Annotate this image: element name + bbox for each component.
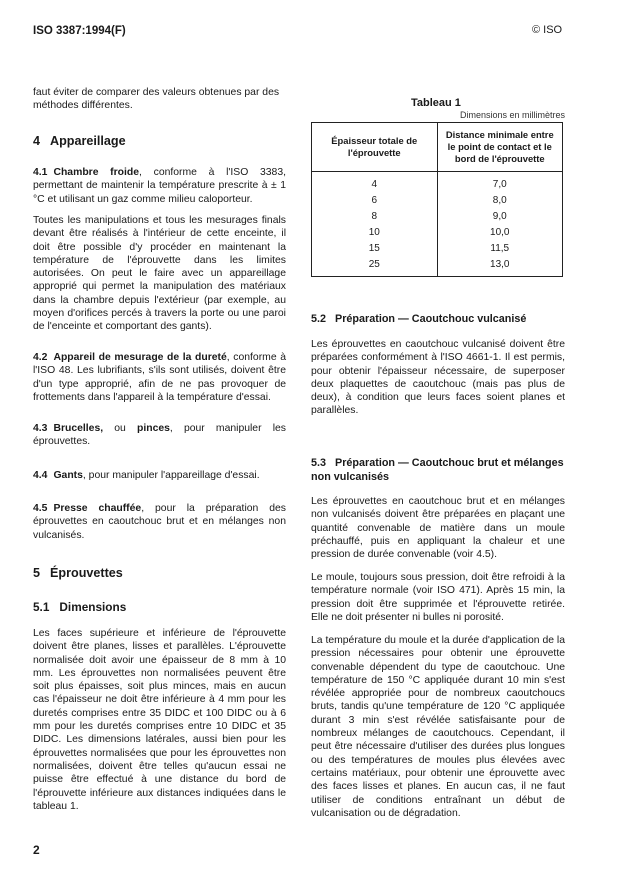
section-number: 5.2 xyxy=(311,313,327,325)
column-header-thickness: Épaisseur totale de l'éprouvette xyxy=(312,123,438,172)
table-row xyxy=(312,172,563,194)
cell-thickness: 6 xyxy=(371,195,378,206)
clause-4-4 xyxy=(33,469,286,482)
table-row xyxy=(312,225,563,241)
cell-distance: 11,5 xyxy=(437,241,563,257)
clause-term: Gants xyxy=(53,470,83,481)
clause-number: 4.3 xyxy=(33,423,48,434)
clause-term: Appareil de mesurage de la dureté xyxy=(53,352,227,363)
section-5-1-paragraph xyxy=(33,627,286,813)
clause-4-1 xyxy=(33,166,286,206)
table-1 xyxy=(311,122,563,277)
cell-distance: 10,0 xyxy=(437,225,563,241)
cell-distance: 8,0 xyxy=(437,193,563,209)
paragraph-text: Les éprouvettes en caoutchouc vulcanisé doivent être préparées conformément à l'ISO 4661-1. Il est permis, pour obtenir l'épaisseur nécessaire, de superposer deux plaquettes de caoutchouc (mais pas plus de deux), à condition que leurs faces soient planes et parallèles. xyxy=(311,339,565,417)
section-5-3-paragraph-3 xyxy=(311,634,565,820)
clause-text: , conforme à l'ISO 48. Les lubrifiants, s'ils sont utilisés, doivent être d'un type approprié, afin de ne pas provoquer de frottements dans l'appareil à la température d'essai. xyxy=(33,352,286,403)
table-header-row xyxy=(312,123,563,172)
table-row xyxy=(312,209,563,225)
table-title: Tableau 1 xyxy=(411,97,461,109)
clause-4-2 xyxy=(33,351,286,404)
section-5-2-heading xyxy=(311,313,526,327)
cell-distance: 9,0 xyxy=(437,209,563,225)
table-row xyxy=(312,257,563,277)
cell-distance: 7,0 xyxy=(437,172,563,194)
cell-thickness: 10 xyxy=(368,227,380,238)
section-5-3-paragraph-1 xyxy=(311,495,565,561)
page-number: 2 xyxy=(33,843,40,857)
cell-thickness: 25 xyxy=(368,259,380,270)
table-row xyxy=(312,241,563,257)
table-row xyxy=(312,193,563,209)
column-header-min-distance: Distance minimale entre le point de contact et le bord de l'éprouvette xyxy=(437,123,563,172)
section-title: Préparation — Caoutchouc vulcanisé xyxy=(335,313,527,325)
section-number: 4 xyxy=(33,134,41,148)
clause-4-1-paragraph-2 xyxy=(33,214,286,334)
section-title: Appareillage xyxy=(50,134,126,148)
clause-4-3 xyxy=(33,422,286,449)
section-5-1-heading xyxy=(33,600,126,614)
clause-term: Chambre froide xyxy=(53,167,140,178)
cell-thickness: 4 xyxy=(371,179,378,190)
section-title: Éprouvettes xyxy=(50,566,123,580)
clause-term: Brucelles, xyxy=(53,423,104,434)
paragraph-text: La température du moule et la durée d'application de la pression nécessaires pour obtenir une éprouvette convenable dépendent du type de caoutchouc. Une température de 150 °C appliquée durant 10 min s'est révélée appropriée pour de nombreux caoutchoucs bruts, tandis qu'une température de 120 °C appliquée durant 3 min s'est révélée satisfaisante pour de nombreux mélanges de caoutchoucs. Cependant, il peut être nécessaire d'utiliser des durées plus longues ou des températures de moules plus élevées avec certains matériaux, pour obtenir une éprouvette avec des faces lisses et planes. En aucun cas, il ne faut utiliser de conditions entraînant un début de vulcanisation ou de dégradation. xyxy=(311,635,565,819)
section-5-heading xyxy=(33,566,123,580)
clause-number: 4.5 xyxy=(33,503,48,514)
clause-number: 4.4 xyxy=(33,470,48,481)
paragraph-text: Les éprouvettes en caoutchouc brut et en mélanges non vulcanisés doivent être préparées en plaçant une quantité convenable de matière dans un moule préchauffé, puis en appliquant la chaleur et une pression de durée convenable (voir 4.5). xyxy=(311,496,565,561)
table-unit-note: Dimensions en millimètres xyxy=(460,110,566,120)
section-5-3-heading xyxy=(311,457,565,484)
cell-distance: 13,0 xyxy=(437,257,563,277)
cell-thickness: 8 xyxy=(371,211,378,222)
section-4-heading xyxy=(33,134,126,148)
clause-text: , conforme à l'ISO 3383, permettant de maintenir la température prescrite à ± 1 °C et utilisant un gaz comme milieu caloporteur. xyxy=(33,167,286,205)
document-id: ISO 3387:1994(F) xyxy=(33,25,126,37)
clause-term-alt: pinces xyxy=(137,423,170,434)
intro-text: faut éviter de comparer des valeurs obtenues par des méthodes différentes. xyxy=(33,87,280,112)
clause-number: 4.1 xyxy=(33,167,48,178)
clause-text: , pour la préparation des éprouvettes en caoutchouc brut et en mélanges non vulcanisés. xyxy=(33,503,286,541)
clause-connector: ou xyxy=(103,423,137,434)
section-number: 5.1 xyxy=(33,600,50,614)
cell-thickness: 15 xyxy=(368,243,380,254)
paragraph-text: Le moule, toujours sous pression, doit être refroidi à la température normale (voir ISO 471). Après 15 min, la pression doit être supprimée et l'éprouvette retirée. Elle ne doit présenter ni bulles ni porosité. xyxy=(311,572,565,623)
paragraph-text: Les faces supérieure et inférieure de l'éprouvette doivent être planes, lisses et parallèles. L'éprouvette normalisée doit avoir une épaisseur de 8 mm à 10 mm. Les éprouvettes non normalisées peuvent être soit plus épaisses, soit plus minces, mais en aucun cas l'épaisseur ne doit être inférieure à 4 mm pour les duretés comprises entre 35 DIDC et 100 DIDC ou à 6 mm pour les duretés comprises entre 10 DIDC et 35 DIDC. Les dimensions latérales, aussi bien pour les éprouvettes normalisées que pour les éprouvettes non normalisées, doivent être telles qu'aucun essai ne puisse être effectué à une distance du bord de l'éprouvette inférieure aux distances indiquées dans le tableau 1. xyxy=(33,628,286,812)
intro-paragraph xyxy=(33,86,286,113)
section-title: Dimensions xyxy=(59,600,127,614)
clause-4-5 xyxy=(33,502,286,542)
section-title: Préparation — Caoutchouc brut et mélanges non vulcanisés xyxy=(311,457,564,483)
clause-text: , pour manipuler les éprouvettes. xyxy=(33,423,286,448)
section-5-3-paragraph-2 xyxy=(311,571,565,624)
clause-term: Presse chauffée xyxy=(53,503,142,514)
clause-number: 4.2 xyxy=(33,352,48,363)
copyright-mark: © ISO xyxy=(532,24,563,36)
section-5-2-paragraph xyxy=(311,338,565,418)
section-number: 5.3 xyxy=(311,457,327,469)
clause-text: , pour manipuler l'appareillage d'essai. xyxy=(82,470,260,481)
section-number: 5 xyxy=(33,566,41,580)
paragraph-text: Toutes les manipulations et tous les mesurages finals devant être réalisés à l'intérieur de cette enceinte, il doit être possible d'y procéder en maintenant la température de l'éprouvette dans les limites autorisées. On peut le faire avec un appareillage approprié qui permet la manipulation des matériaux dans la chambre depuis l'extérieur (par exemple, au moyen d'orifices percés à travers la porte ou une paroi de l'enceinte et comportant des gants). xyxy=(33,215,286,333)
